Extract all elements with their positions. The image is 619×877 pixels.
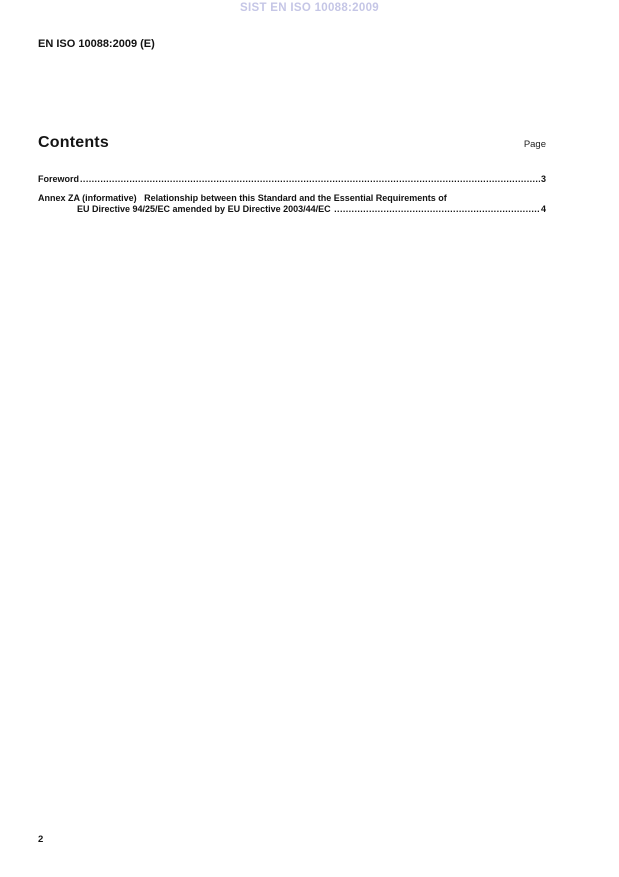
dot-leader — [334, 204, 540, 215]
page-column-label: Page — [523, 139, 546, 150]
table-of-contents — [0, 174, 619, 215]
toc-entry-label: Foreword — [38, 174, 80, 184]
toc-line — [38, 174, 546, 185]
toc-entry-annex-za — [38, 193, 546, 215]
contents-heading-row — [0, 134, 619, 152]
dot-leader — [80, 174, 540, 185]
toc-line — [38, 204, 546, 215]
toc-entry-label-line2: EU Directive 94/25/EC amended by EU Directive 2003/44/EC — [77, 204, 334, 214]
document-reference: EN ISO 10088:2009 (E) — [38, 38, 155, 50]
watermark-header: SIST EN ISO 10088:2009 — [240, 2, 379, 14]
toc-entry-page-number: 4 — [540, 204, 546, 214]
toc-entry-page-number: 3 — [540, 174, 546, 184]
contents-title: Contents — [38, 134, 109, 151]
toc-entry-foreword — [38, 174, 546, 185]
footer-page-number: 2 — [38, 834, 44, 845]
toc-entry-label-line1: Annex ZA (informative) Relationship between this Standard and the Essential Requirements of — [38, 193, 447, 203]
